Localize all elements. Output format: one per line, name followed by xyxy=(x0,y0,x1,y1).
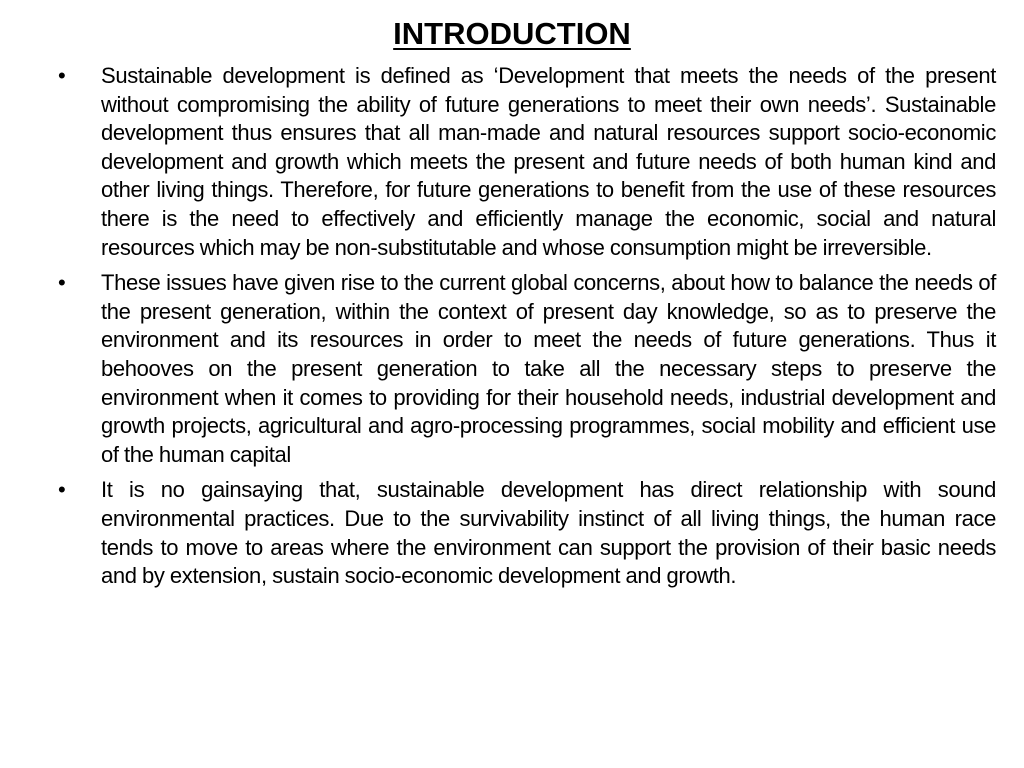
bullet-item-global-concerns xyxy=(0,269,1024,469)
slide-title: INTRODUCTION xyxy=(393,16,631,51)
bullet-icon: • xyxy=(58,63,66,88)
bullet-item-environmental-practices xyxy=(0,476,1024,590)
bullet-icon: • xyxy=(58,477,66,503)
bullet-list xyxy=(0,62,1024,598)
bullet-text: These issues have given rise to the current global concerns, about how to balance the needs of the present generation, within the context of present day knowledge, so as to preserve the environment and its resources in order to meet the needs of future generations. Thus it behooves on the present generation to take all the necessary steps to preserve the environment when it comes to providing for their household needs, industrial development and growth projects, agricultural and agro-processing programmes, social mobility and efficient use of the human capital xyxy=(101,270,996,467)
bullet-item-definition xyxy=(0,62,1024,262)
bullet-text: Sustainable development is defined as ‘Development that meets the needs of the present without compromising the ability of future generations to meet their own needs’. Sustainable development thus ensures that all man-made and natural resources support socio-economic development and growth which meets the present and future needs of both human kind and other living things. Therefore, for future generations to benefit from the use of these resources there is the need to effectively and efficiently manage the economic, social and natural resources which may be non-substitutable and whose consumption might be irreversible. xyxy=(101,63,996,260)
bullet-text: It is no gainsaying that, sustainable development has direct relationship with sound environmental practices. Due to the survivability instinct of all living things, the human race tends to move to areas where the environment can support the provision of their basic needs and by extension, sustain socio-economic development and growth. xyxy=(101,477,996,589)
bullet-icon: • xyxy=(58,270,66,296)
